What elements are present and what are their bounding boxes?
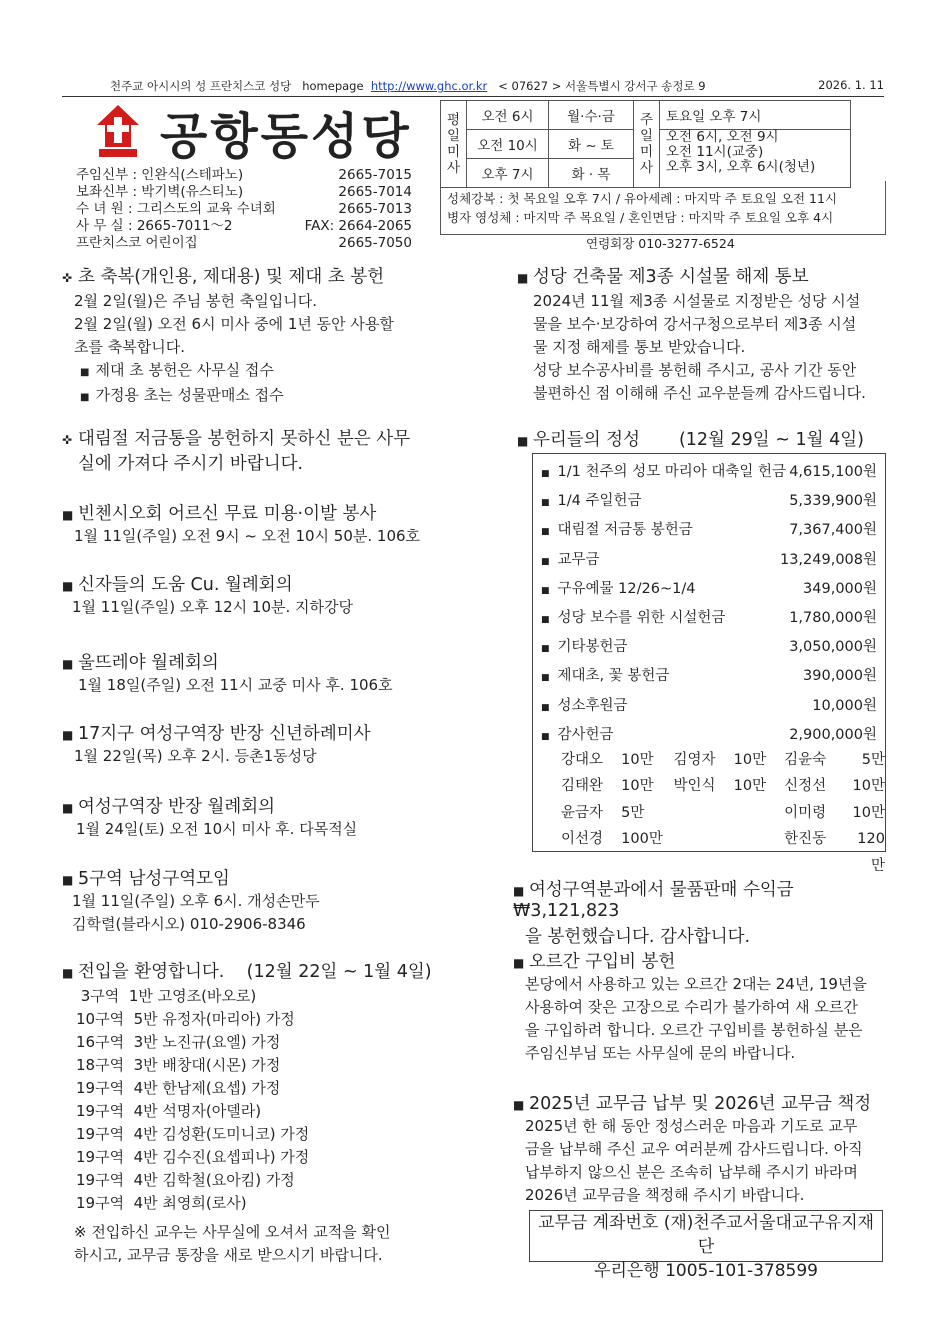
offering-row: ■ 성소후원금 10,000원 <box>541 697 877 714</box>
section-district17: ■ 17지구 여성구역장 반장 신년하례미사 1월 22일(목) 오후 2시. 등촌1동성당 <box>62 724 371 765</box>
section-welcome: ■ 전입을 환영합니다. (12월 22일 ~ 1월 4일) 3구역 1반 고영조(바오로) 10구역 5반 유정자(마리아) 가정 16구역 3반 노진규(요엘) 가정 18구역 3반 배창대(시몬) 가정 19구역 4반 한남제(요셉) 가정 19구역 4반 석명자(아델라) 19구역 4반 김성환(도미니코) 가정 19구역 4반 김수진(요셉피나) 가정 19구역 4반 김학철(요아킴) 가정 19구역 4반 최영희(로사) ※ 전입하신 교우는 사무실에 오셔서 교적을 확인 하시고, 교무금 통장을 새로 받으시기 바랍니다. <box>62 958 442 1267</box>
section-facility: ■ 성당 건축물 제3종 시설물 해제 통보 2024년 11월 제3종 시설물로 지정받은 성당 시설 물을 보수·보강하여 강서구청으로부터 제3종 시설 물 지정 해제를 통보 받았습니다. 성당 보수공사비를 봉헌해 주시고, 공사 기간 동안 불편하신 점 이해해 주신 교우분들께 감사드립니다. <box>517 263 907 405</box>
saturday-mass: 토요일 오후 7시 <box>660 101 851 130</box>
mass-days: 화 ~ 토 <box>549 130 634 159</box>
offering-row: ■ 1/1 천주의 성모 마리아 대축일 헌금 4,615,100원 <box>541 464 877 481</box>
offerings-box <box>532 453 886 874</box>
text-line: 을 구입하려 합니다. 오르간 구입비를 봉헌하실 분은 <box>525 1021 863 1039</box>
mass-time: 오전 10시 <box>467 130 549 159</box>
section-organ: ■ 오르간 구입비 봉헌 본당에서 사용하고 있는 오르간 2대는 24년, 19년을 사용하여 잦은 고장으로 수리가 불가하여 새 오르간 을 구입하려 합니다. 오르간 구입비를 봉헌하실 분은 주임신부님 또는 사무실에 문의 바랍니다. <box>513 948 905 1065</box>
welcome-item: 19구역 4반 김학철(요아킴) 가정 <box>76 1171 295 1189</box>
info-line: 성체강복 : 첫 목요일 오후 7시 / 유아세례 : 마지막 주 토요일 오전 11시 <box>447 191 838 206</box>
bank-account-number: 우리은행 1005-101-378599 <box>594 1261 818 1281</box>
mass-time: 오전 6시 <box>467 101 549 130</box>
weekday-mass-label: 평 일 미 사 <box>441 101 467 188</box>
contact-row: 주임신부 : 인완식(스테파노) 2665-7015 <box>76 167 412 183</box>
text-line: 불편하신 점 이해해 주신 교우분들께 감사드립니다. <box>533 384 866 402</box>
welcome-item: 16구역 3반 노진규(요엘) 가정 <box>76 1033 281 1051</box>
thanks-row: 이선경 100만 한진동 120만 <box>561 831 885 874</box>
welcome-item: 18구역 3반 배창대(시몬) 가정 <box>76 1056 281 1074</box>
welcome-item: 19구역 4반 김성환(도미니코) 가정 <box>76 1125 310 1143</box>
header-rule <box>62 96 884 97</box>
offering-row: ■ 교무금 13,249,008원 <box>541 551 877 568</box>
text-line: 2025년 한 해 동안 정성스러운 마음과 기도로 교무 <box>525 1117 858 1135</box>
welcome-item: 19구역 4반 김수진(요셉피나) 가정 <box>76 1148 310 1166</box>
contact-row: 보좌신부 : 박기벽(유스티노) 2665-7014 <box>76 184 412 200</box>
section-candle: ✜ 초 축복(개인용, 제대용) 및 제대 초 봉헌 2월 2일(월)은 주님 봉헌 축일입니다. 2월 2일(월) 오전 6시 미사 중에 1년 동안 사용할 초를 축복합니다. ■ 제대 초 봉헌은 사무실 접수 ■ 가정용 초는 성물판매소 접수 <box>62 263 442 386</box>
bank-account-box <box>529 1210 883 1281</box>
contact-row: 프란치스코 어린이집 2665-7050 <box>76 235 412 251</box>
welcome-list <box>62 985 442 1215</box>
section-women-leaders: ■ 여성구역장 반장 월례회의 1월 24일(토) 오전 10시 미사 후. 다목적실 <box>62 797 358 838</box>
text-line: 물을 보수·보강하여 강서구청으로부터 제3종 시설 <box>533 315 857 333</box>
mass-days: 화 · 목 <box>549 159 634 188</box>
welcome-item: 3구역 1반 고영조(바오로) <box>76 987 257 1005</box>
mass-info <box>447 189 837 227</box>
section-piggybank: ✜ 대림절 저금통을 봉헌하지 못하신 분은 사무 실에 가져다 주시기 바랍니다. <box>62 429 411 474</box>
section-title: ✜ 초 축복(개인용, 제대용) 및 제대 초 봉헌 <box>62 267 385 287</box>
offering-row: ■ 성당 보수를 위한 시설헌금 1,780,000원 <box>541 610 877 627</box>
homepage-label: homepage <box>302 79 364 93</box>
section-tithe: ■ 2025년 교무금 납부 및 2026년 교무금 책정 2025년 한 해 동안 정성스러운 마음과 기도로 교무 금을 납부해 주신 교우 여러분께 감사드립니다. 아직 납부하지 않으신 분은 조속히 납부해 주시기 바라며 2026년 교무금을 책정해 주시기 바랍니다. <box>513 1090 905 1207</box>
offering-row: ■ 대림절 저금통 봉헌금 7,367,400원 <box>541 522 877 539</box>
contact-row: 수 녀 원 : 그리스도의 교육 수녀회 2665-7013 <box>76 201 412 217</box>
text-line: 물 지정 해제를 통보 받았습니다. <box>533 338 746 356</box>
offering-row: ■ 기타봉헌금 3,050,000원 <box>541 639 877 656</box>
welcome-item: 10구역 5반 유정자(마리아) 가정 <box>76 1010 295 1028</box>
section-ultreya: ■ 울뜨레야 월례회의 1월 18일(주일) 오전 11시 교중 미사 후. 106호 <box>62 653 393 694</box>
mass-days: 월·수·금 <box>549 101 634 130</box>
text-line: 성당 보수공사비를 봉헌해 주시고, 공사 기간 동안 <box>533 361 857 379</box>
bank-line: 교무금 계좌번호 (재)천주교서울대교구유지재단 <box>537 1213 875 1257</box>
offering-row: ■ 구유예물 12/26~1/4 349,000원 <box>541 580 877 597</box>
organ-text <box>513 973 905 1065</box>
church-logo-icon <box>95 103 141 159</box>
mass-time: 오후 7시 <box>467 159 549 188</box>
offering-row: ■ 감사헌금 2,900,000원 <box>541 726 877 743</box>
contact-row: 사 무 실 : 2665-7011～2 FAX: 2664-2065 <box>76 218 412 234</box>
welcome-item: 19구역 4반 한남제(요셉) 가정 <box>76 1079 281 1097</box>
offering-row: ■ 제대초, 꽃 봉헌금 390,000원 <box>541 668 877 685</box>
leader-phone: 연령회장 010-3277-6524 <box>586 236 735 251</box>
section-cu: ■ 신자들의 도움 Cu. 월례회의 1월 11일(주일) 오후 12시 10분. 지하강당 <box>62 575 353 616</box>
top-info-line <box>62 78 884 94</box>
sunday-mass-label: 주 일 미 사 <box>634 101 660 188</box>
offering-row: ■ 1/4 주일헌금 5,339,900원 <box>541 493 877 510</box>
tithe-text <box>513 1115 905 1207</box>
section-sales: ■ 여성구역분과에서 물품판매 수익금 ₩3,121,823 을 봉헌했습니다. 감사합니다. <box>513 880 794 947</box>
issue-date: 2026. 1. 11 <box>818 78 884 92</box>
thanks-row: 강대오 10만 김영자 10만 김윤숙 5만 <box>561 751 885 768</box>
text-line: 금을 납부해 주신 교우 여러분께 감사드립니다. 아직 <box>525 1140 863 1158</box>
thanks-row: 윤금자 5만 이미령 10만 <box>561 804 885 821</box>
mass-schedule-table <box>440 100 851 188</box>
sunday-mass-times: 오전 6시, 오전 9시 오전 11시(교중) 오후 3시, 오후 6시(청년) <box>660 130 851 188</box>
text-line: 본당에서 사용하고 있는 오르간 2대는 24년, 19년을 <box>525 975 867 993</box>
text-line: 2024년 11월 제3종 시설물로 지정받은 성당 시설 <box>533 292 861 310</box>
info-line: 병자 영성체 : 마지막 주 목요일 / 혼인면담 : 마지막 주 토요일 오후 4시 <box>447 210 834 225</box>
section-offerings-title: ■ 우리들의 정성 (12월 29일 ~ 1월 4일) <box>517 430 864 450</box>
homepage-link[interactable]: http://www.ghc.or.kr <box>370 79 488 93</box>
thanks-row: 김태완 10만 박인식 10만 신정선 10만 <box>561 778 885 795</box>
address: < 07627 > 서울특별시 강서구 송정로 9 <box>498 79 706 93</box>
facility-text <box>517 290 907 405</box>
text-line: 납부하지 않으신 분은 조속히 납부해 주시기 바라며 <box>525 1163 858 1181</box>
section-men-district5: ■ 5구역 남성구역모임 1월 11일(주일) 오후 6시. 개성손만두 김학렬(블라시오) 010-2906-8346 <box>62 869 320 933</box>
contacts-list <box>76 167 412 252</box>
church-name: 공항동성당 <box>160 108 412 165</box>
org-name: 천주교 아시시의 성 프란치스코 성당 <box>110 79 292 93</box>
text-line: 2026년 교무금을 책정해 주시기 바랍니다. <box>525 1186 805 1204</box>
welcome-item: 19구역 4반 석명자(아델라) <box>76 1102 262 1120</box>
text-line: 사용하여 잦은 고장으로 수리가 불가하여 새 오르간 <box>525 998 858 1016</box>
text-line: 주임신부님 또는 사무실에 문의 바랍니다. <box>525 1044 796 1062</box>
section-vincent: ■ 빈첸시오회 어르신 무료 미용·이발 봉사 1월 11일(주일) 오전 9시 ~ 오전 10시 50분. 106호 <box>62 504 421 545</box>
welcome-item: 19구역 4반 최영희(로사) <box>76 1194 247 1212</box>
